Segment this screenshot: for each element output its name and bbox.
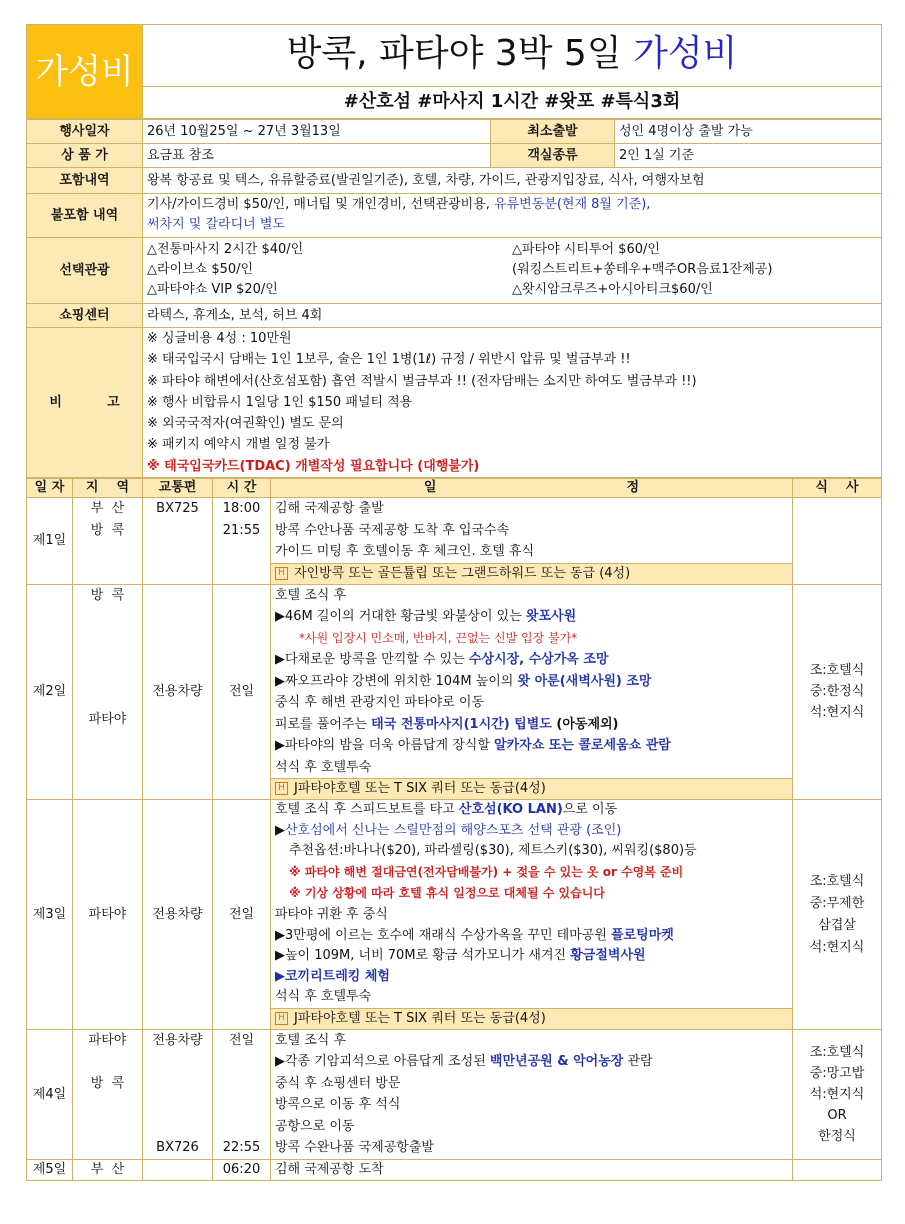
min-label: 최소출발	[491, 120, 615, 144]
plan-highlight: 알카자쇼 또는 콜로세움쇼 관람	[494, 738, 671, 754]
plan-line: 공항으로 이동	[275, 1118, 355, 1134]
info-table	[26, 119, 882, 478]
day4-time	[213, 1030, 271, 1160]
day3-hotel	[271, 1009, 793, 1030]
day2-place-1: 방 콕	[90, 587, 125, 603]
plan-highlight: 황금절벽사원	[570, 948, 646, 964]
option-item: (워킹스트리트+쏭테우+맥주OR음료1잔제공)	[512, 262, 773, 277]
plan-line: 가이드 미팅 후 호텔이동 후 체크인. 호텔 휴식	[275, 544, 535, 560]
min-value: 성인 4명이상 출발 가능	[615, 120, 882, 144]
plan-highlight: 산호섬에서 신나는 스릴만점의 해양스포츠 선택 관광 (조인)	[285, 822, 622, 838]
day1-meal	[793, 498, 882, 585]
day2-plan	[271, 584, 793, 779]
plan-line: ▶	[275, 822, 285, 838]
period-label: 행사일자	[27, 120, 143, 144]
day1-time-1: 18:00	[222, 501, 261, 517]
day4-plan	[271, 1030, 793, 1160]
note-tdac-warning: ※ 태국입국카드(TDAC) 개별작성 필요합니다 (대행불가)	[147, 458, 480, 474]
plan-line: 석식 후 호텔투숙	[275, 989, 372, 1005]
day3-plan	[271, 800, 793, 1009]
day3-hotel-name: J파타야호텔 또는 T SIX 쿼터 또는 동급(4성)	[294, 1011, 546, 1027]
note-item: ※ 외국국적자(여권확인) 별도 문의	[147, 416, 344, 432]
day5-meal	[793, 1160, 882, 1181]
day5-transport	[143, 1160, 213, 1181]
hashtags: #산호섬 #마사지 1시간 #왓포 #특식3회	[143, 87, 882, 119]
day2-place	[73, 584, 143, 800]
plan-line: 중식 후 해변 관광지인 파타야로 이동	[275, 695, 485, 711]
period-value: 26년 10월25일 ~ 27년 3월13일	[143, 120, 491, 144]
meal-line: 한정식	[818, 1129, 856, 1145]
title-accent: 가성비	[633, 33, 738, 74]
plan-line: 중식 후 쇼핑센터 방문	[275, 1075, 401, 1091]
header-table	[26, 24, 882, 119]
day4-place-2: 방 콕	[90, 1076, 125, 1092]
col-transport: 교통편	[143, 479, 213, 498]
include-value: 왕복 항공료 및 텍스, 유류할증료(발권일기준), 호텔, 차량, 가이드, 관광지입장료, 식사, 여행자보험	[143, 168, 882, 194]
plan-highlight: 왓 아룬(새벽사원) 조망	[517, 673, 652, 689]
day1-place	[73, 498, 143, 585]
meal-line: 중:한정식	[809, 684, 865, 700]
plan-line: (아동제외)	[551, 716, 619, 732]
room-label: 객실종류	[491, 144, 615, 168]
options-value	[143, 238, 882, 304]
day2-transport: 전용차량	[143, 584, 213, 800]
plan-line: ▶짜오프라야 강변에 위치한 104M 높이의	[275, 673, 518, 689]
plan-line: 호텔 조식 후	[275, 587, 347, 603]
shopping-label: 쇼핑센터	[27, 304, 143, 328]
plan-line: 방콕 수안나품 국제공항 도착 후 입국수속	[275, 522, 510, 538]
plan-line: ▶다채로운 방콕을 만끽할 수 있는	[275, 652, 469, 668]
day2-time: 전일	[213, 584, 271, 800]
exclude-line2: 써차지 및 갈라디너 별도	[147, 217, 285, 232]
exclude-value	[143, 194, 882, 238]
day4-transport	[143, 1030, 213, 1160]
plan-line: 호텔 조식 후	[275, 1033, 347, 1049]
day3-place: 파타야	[73, 800, 143, 1030]
plan-line: ▶46M 길이의 거대한 황금빛 와불상이 있는	[275, 609, 526, 625]
meal-line: 석:현지식	[809, 1087, 865, 1103]
plan-line: 피로를 풀어주는	[275, 716, 372, 732]
plan-highlight: 태국 전통마사지(1시간) 팁별도	[371, 716, 552, 732]
plan-highlight: 왓포사원	[525, 609, 577, 625]
day4-place	[73, 1030, 143, 1160]
price-label: 상 품 가	[27, 144, 143, 168]
plan-line: ▶3만평에 이르는 호수에 재래식 수상가옥을 꾸민 테마공원	[275, 927, 612, 943]
plan-line: 석식 후 호텔투숙	[275, 759, 372, 775]
day4-place-1: 파타야	[88, 1033, 127, 1049]
plan-line: 김해 국제공항 출발	[275, 501, 384, 517]
note-item: ※ 행사 비합류시 1일당 1인 $150 패널티 적용	[147, 394, 413, 410]
plan-line: ▶각종 기암괴석으로 아름답게 조성된	[275, 1054, 490, 1070]
day5-label: 제5일	[27, 1160, 73, 1181]
title-main: 방콕, 파타야 3박 5일	[286, 33, 622, 74]
plan-highlight: 백만년공원 & 악어농장	[489, 1054, 624, 1070]
col-place: 지 역	[73, 479, 143, 498]
day4-meal	[793, 1030, 882, 1160]
day3-time: 전일	[213, 800, 271, 1030]
day1-hotel-name: 자인방콕 또는 골든튤립 또는 그랜드하워드 또는 동급 (4성)	[294, 565, 631, 581]
note-item: ※ 싱글비용 4성 : 10만원	[147, 331, 292, 346]
exclude-fuel-note: 유류변동분(현재 8월 기준),	[494, 197, 651, 212]
day4-time-2: 22:55	[222, 1140, 261, 1156]
option-item: △라이브쇼 $50/인	[147, 262, 254, 277]
meal-line: 삼겹살	[818, 917, 856, 933]
day2-label: 제2일	[27, 584, 73, 800]
meal-line: 석:현지식	[809, 939, 865, 955]
options-left	[147, 240, 512, 300]
options-label: 선택관광	[27, 238, 143, 304]
col-plan: 일 정	[271, 479, 793, 498]
category-tag: 가성비	[27, 25, 143, 119]
option-item: △파타야 시티투어 $60/인	[512, 242, 660, 257]
day2-meal	[793, 584, 882, 800]
day3-transport: 전용차량	[143, 800, 213, 1030]
day4-transport-2: BX726	[156, 1140, 199, 1156]
day1-time-2: 21:55	[222, 523, 261, 539]
day4-time-1: 전일	[228, 1033, 255, 1049]
meal-line: OR	[827, 1108, 847, 1124]
plan-line: 파타야 귀환 후 중식	[275, 907, 388, 923]
day1-transport: BX725	[143, 498, 213, 585]
plan-line: 관람	[623, 1054, 653, 1070]
page-title	[143, 25, 882, 87]
hotel-icon: H	[275, 782, 288, 795]
day2-hotel-name: J파타야호텔 또는 T SIX 쿼터 또는 동급(4성)	[294, 781, 546, 797]
plan-line: ▶높이 109M, 너비 70M로 황금 석가모니가 새겨진	[275, 948, 571, 964]
day4-label: 제4일	[27, 1030, 73, 1160]
exclude-line1: 기사/가이드경비 $50/인, 매너팁 및 개인경비, 선택관광비용,	[147, 197, 495, 212]
note-item: ※ 파타야 해변에서(산호섬포함) 흡연 적발시 벌금부과 !! (전자담배는 소지만 하여도 벌금부과 !!)	[147, 373, 697, 389]
options-right	[512, 240, 877, 300]
day1-plan	[271, 498, 793, 564]
meal-line: 중:망고밥	[809, 1066, 865, 1082]
shopping-value: 라텍스, 휴게소, 보석, 허브 4회	[143, 304, 882, 328]
meal-line: 조:호텔식	[809, 873, 865, 889]
meal-line: 중:무제한	[809, 895, 865, 911]
notes-label: 비 고	[27, 328, 143, 478]
day2-place-2: 파타야	[88, 711, 127, 727]
plan-highlight: 플로팅마켓	[611, 927, 674, 943]
price-value: 요금표 참조	[143, 144, 491, 168]
plan-warning: ※ 기상 상황에 따라 호텔 휴식 일정으로 대체될 수 있습니다	[289, 886, 605, 901]
day1-hotel	[271, 563, 793, 584]
itinerary-sheet	[26, 24, 881, 1181]
notes-value	[143, 328, 882, 478]
col-day: 일 자	[27, 479, 73, 498]
schedule-table	[26, 478, 882, 1181]
day3-label: 제3일	[27, 800, 73, 1030]
day1-label: 제1일	[27, 498, 73, 585]
plan-line: 으로 이동	[562, 802, 618, 818]
option-item: △파타야쇼 VIP $20/인	[147, 282, 278, 297]
col-time: 시 간	[213, 479, 271, 498]
plan-line: 호텔 조식 후 스피드보트를 타고	[275, 802, 459, 818]
meal-line: 석:현지식	[809, 705, 865, 721]
note-item: ※ 태국입국시 담배는 1인 1보루, 술은 1인 1병(1ℓ) 규정 / 위반시 압류 및 벌금부과 !!	[147, 352, 631, 368]
plan-warning: *사원 입장시 민소매, 반바지, 끈없는 신발 입장 불가*	[299, 630, 578, 645]
include-label: 포함내역	[27, 168, 143, 194]
day1-time	[213, 498, 271, 585]
plan-line: 방콕 수완나품 국제공항출발	[275, 1140, 434, 1156]
option-item: △전통마사지 2시간 $40/인	[147, 242, 304, 257]
day3-meal	[793, 800, 882, 1030]
plan-line: ▶파타야의 밤을 더욱 아름답게 장식할	[275, 738, 495, 754]
day5-time: 06:20	[213, 1160, 271, 1181]
plan-highlight: 산호섬(KO LAN)	[458, 802, 563, 818]
plan-highlight: ▶코끼리트레킹 체험	[275, 968, 390, 984]
option-item: △왓시암크루즈+아시아티크$60/인	[512, 282, 713, 297]
note-item: ※ 패키지 예약시 개별 일정 불가	[147, 437, 330, 453]
day2-hotel	[271, 779, 793, 800]
plan-line: 추천옵션:바나나($20), 파라셀링($30), 제트스키($30), 씨워킹($80)등	[289, 843, 697, 859]
plan-line: 방콕으로 이동 후 석식	[275, 1097, 401, 1113]
plan-warning: ※ 파타야 해변 절대금연(전자담배불가) + 젖을 수 있는 옷 or 수영복 준비	[289, 864, 684, 879]
day5-plan: 김해 국제공항 도착	[271, 1160, 793, 1181]
plan-highlight: 수상시장, 수상가옥 조망	[468, 652, 609, 668]
meal-line: 조:호텔식	[809, 1045, 865, 1061]
room-value: 2인 1실 기준	[615, 144, 882, 168]
day4-transport-1: 전용차량	[152, 1033, 203, 1049]
day5-place: 부 산	[73, 1160, 143, 1181]
col-meal: 식 사	[793, 479, 882, 498]
day1-place-2: 방 콕	[90, 523, 125, 539]
meal-line: 조:호텔식	[809, 663, 865, 679]
hotel-icon: H	[275, 1012, 288, 1025]
day1-place-1: 부 산	[90, 501, 125, 517]
exclude-label: 불포함 내역	[27, 194, 143, 238]
hotel-icon: H	[275, 567, 288, 580]
